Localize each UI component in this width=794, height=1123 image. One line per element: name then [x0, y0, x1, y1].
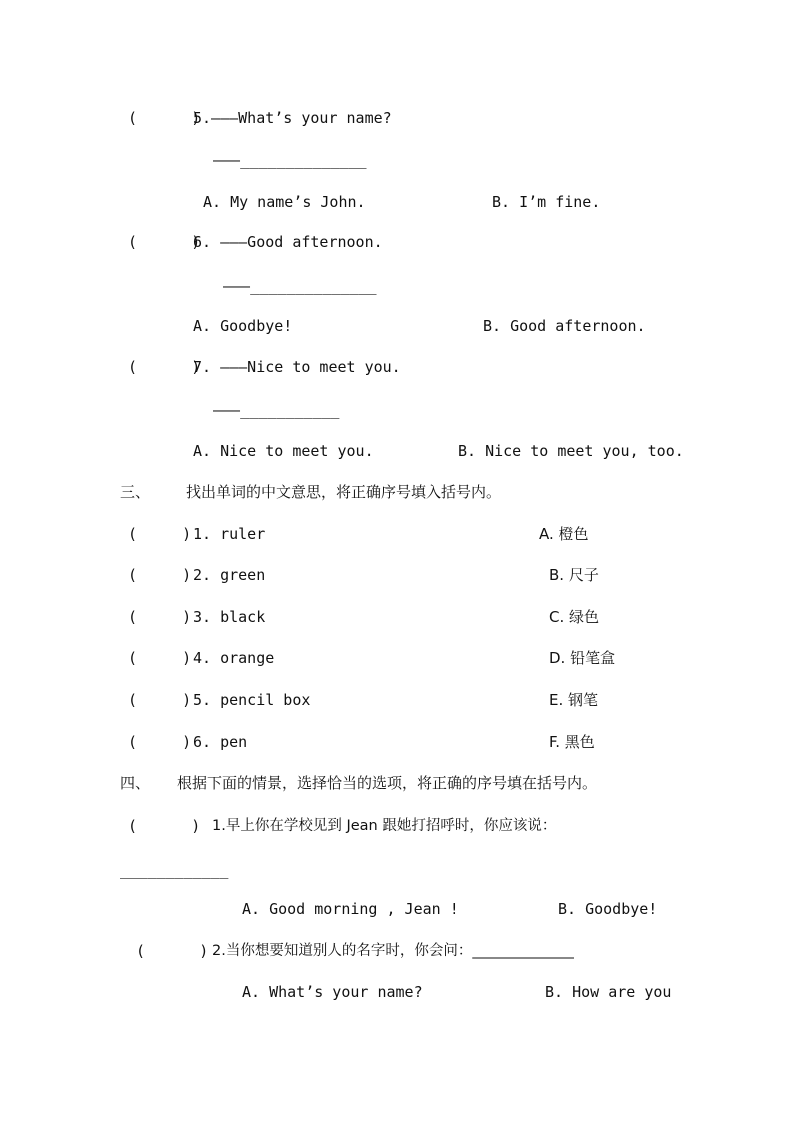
s3-item-1-option: A. 橙色	[539, 525, 589, 543]
s3-item-1-paren[interactable]: ( )	[128, 525, 192, 543]
s4-q1-stem: 1.早上你在学校见到 Jean 跟她打招呼时，你应该说：	[212, 818, 557, 834]
s4-q1-paren[interactable]: ( )	[128, 817, 201, 835]
s3-item-6-option: F. 黑色	[549, 733, 595, 751]
q7-option-b: B. Nice to meet you, too.	[458, 442, 684, 460]
s3-item-4-option: D. 铅笔盒	[549, 649, 616, 667]
s4-q2-option-a: A. What’s your name?	[242, 983, 423, 1001]
s3-item-5-paren[interactable]: ( )	[128, 691, 192, 709]
s3-item-6-word: 6. pen	[193, 733, 248, 751]
s3-item-3-option: C. 绿色	[549, 608, 600, 626]
q6-paren[interactable]: ( )	[128, 233, 201, 251]
s3-item-2-word: 2. green	[193, 566, 266, 584]
s3-item-5-word: 5. pencil box	[193, 691, 311, 709]
q7-paren[interactable]: ( )	[128, 358, 201, 376]
s3-item-4-word: 4. orange	[193, 649, 275, 667]
s4-q1-option-b: B. Goodbye!	[558, 900, 658, 918]
s3-item-6-paren[interactable]: ( )	[128, 733, 192, 751]
section3-number: 三、	[120, 483, 151, 501]
section4-number: 四、	[120, 774, 151, 792]
s4-q1-blank[interactable]: ____________	[120, 861, 229, 879]
s3-item-2-paren[interactable]: ( )	[128, 566, 192, 584]
s3-item-3-paren[interactable]: ( )	[128, 608, 192, 626]
q7-stem: 7. ———Nice to meet you.	[193, 358, 401, 376]
q5-stem: 5.———What’s your name?	[193, 109, 392, 127]
q6-option-b: B. Good afternoon.	[483, 317, 646, 335]
q6-answer-blank[interactable]: ———______________	[223, 277, 377, 295]
section3-instruction: 找出单词的中文意思，将正确序号填入括号内。	[186, 483, 502, 501]
q5-option-b: B. I’m fine.	[492, 193, 601, 211]
q7-option-a: A. Nice to meet you.	[193, 442, 374, 460]
s4-q2-option-b: B. How are you	[545, 983, 672, 1001]
s3-item-5-option: E. 钢笔	[549, 691, 599, 709]
s3-item-1-word: 1. ruler	[193, 525, 266, 543]
s3-item-4-paren[interactable]: ( )	[128, 649, 192, 667]
q5-paren[interactable]: ( )	[128, 109, 201, 127]
q7-answer-blank[interactable]: ———___________	[213, 401, 340, 419]
q6-option-a: A. Goodbye!	[193, 317, 293, 335]
s4-q2-paren[interactable]: ( )	[136, 942, 209, 960]
s3-item-3-word: 3. black	[193, 608, 266, 626]
q6-stem: 6. ———Good afternoon.	[193, 233, 383, 251]
s3-item-2-option: B. 尺子	[549, 566, 599, 584]
s4-q2-stem: 2.当你想要知道别人的名字时，你会问：______________	[212, 943, 574, 959]
section4-instruction: 根据下面的情景，选择恰当的选项，将正确的序号填在括号内。	[177, 774, 598, 792]
s4-q1-option-a: A. Good morning , Jean !	[242, 900, 459, 918]
q5-answer-blank[interactable]: ———______________	[213, 151, 367, 169]
q5-option-a: A. My name’s John.	[203, 193, 366, 211]
